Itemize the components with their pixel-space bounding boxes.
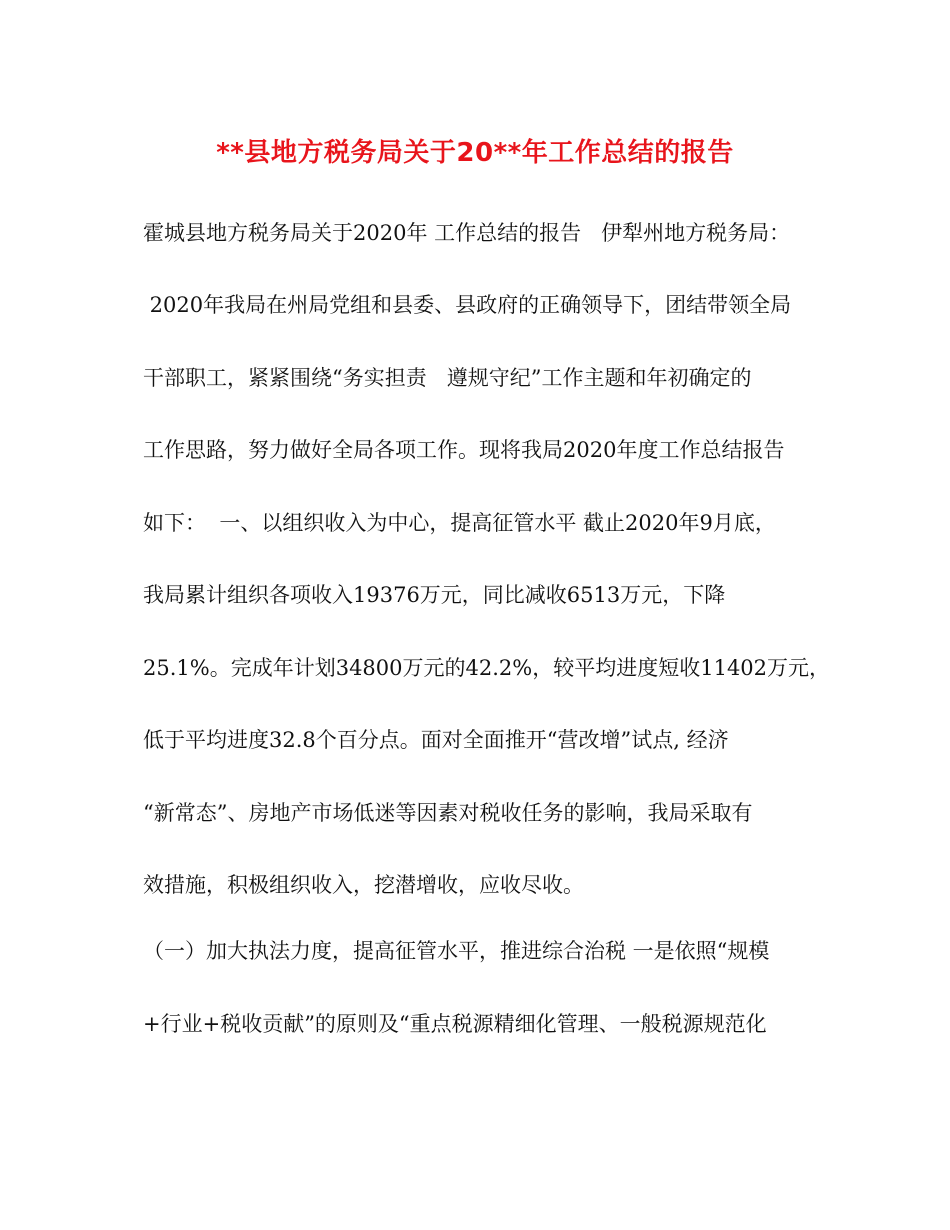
body-line-5: 如下： 一、以组织收入为中心，提高征管水平 截止2020年9月底，: [143, 511, 776, 535]
body-line-1: 霍城县地方税务局关于2020年 工作总结的报告 伊犁州地方税务局：: [143, 221, 791, 245]
body-line-6: 我局累计组织各项收入19376万元，同比减收6513万元，下降: [143, 583, 726, 607]
body-line-11: （一）加大执法力度，提高征管水平，推进综合治税 一是依照“规模: [143, 939, 770, 963]
body-line-4: 工作思路，努力做好全局各项工作。现将我局2020年度工作总结报告: [143, 438, 785, 462]
document-title: **县地方税务局关于20**年工作总结的报告: [216, 138, 734, 168]
body-line-8: 低于平均进度32.8个百分点。面对全面推开“营改增”试点, 经济: [143, 728, 729, 752]
body-line-2: 2020年我局在州局党组和县委、县政府的正确领导下，团结带领全局: [143, 293, 792, 317]
body-line-3: 干部职工，紧紧围绕“务实担责 遵规守纪”工作主题和年初确定的: [143, 366, 752, 390]
body-line-9: “新常态”、房地产市场低迷等因素对税收任务的影响，我局采取有: [143, 801, 753, 825]
body-line-7: 25.1%。完成年计划34800万元的42.2%，较平均进度短收11402万元，: [143, 656, 831, 680]
body-line-10: 效措施，积极组织收入，挖潜增收，应收尽收。: [143, 873, 584, 897]
body-line-12: +行业+税收贡献”的原则及“重点税源精细化管理、一般税源规范化: [143, 1012, 767, 1036]
